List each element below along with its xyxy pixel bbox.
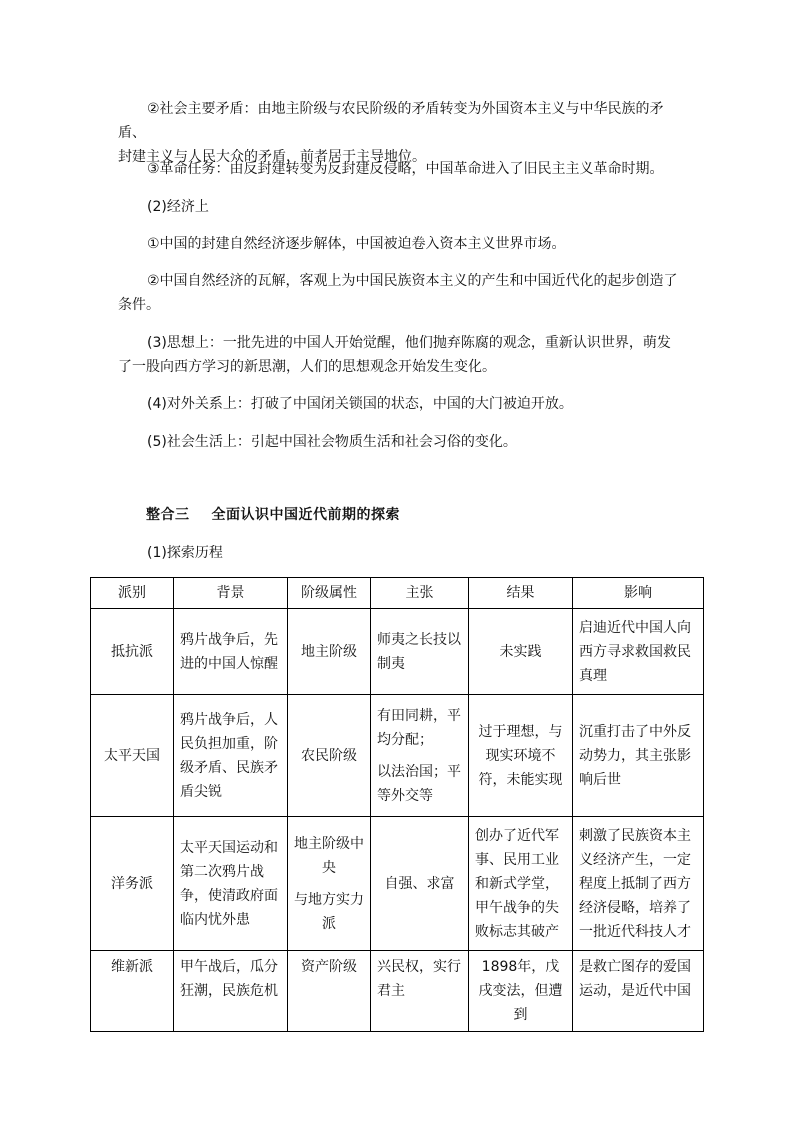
paragraph-economy-heading: (2)经济上	[147, 199, 209, 215]
cell-class: 资产阶级	[288, 951, 371, 1032]
cell-proposal: 自强、求富	[371, 817, 469, 951]
class-line: 与地方实力派	[294, 891, 364, 932]
column-header: 背景	[174, 578, 288, 609]
cell-faction: 太平天国	[91, 695, 174, 817]
column-header: 主张	[371, 578, 469, 609]
cell-impact: 刺激了民族资本主义经济产生，一定程度上抵制了西方经济侵略，培养了一批近代科技人才	[573, 817, 704, 951]
column-header: 阶级属性	[288, 578, 371, 609]
proposal-line: 有田同耕，平均分配；	[377, 707, 461, 748]
table-row	[91, 817, 704, 951]
column-header: 结果	[469, 578, 573, 609]
cell-class: 农民阶级	[288, 695, 371, 817]
cell-proposal	[371, 695, 469, 817]
paragraph-line: ②中国自然经济的瓦解，客观上为中国民族资本主义的产生和中国近代化的起步创造了	[147, 273, 678, 289]
cell-impact: 是救亡图存的爱国运动，是近代中国	[573, 951, 704, 1032]
cell-background: 太平天国运动和第二次鸦片战争，使清政府面临内忧外患	[174, 817, 288, 951]
cell-background: 鸦片战争后，人民负担加重，阶级矛盾、民族矛盾尖锐	[174, 695, 288, 817]
paragraph-economy-1: ①中国的封建自然经济逐步解体，中国被迫卷入资本主义世界市场。	[147, 236, 566, 252]
paragraph-social-life: (5)社会生活上：引起中国社会物质生活和社会习俗的变化。	[147, 434, 517, 450]
cell-faction: 洋务派	[91, 817, 174, 951]
paragraph-line: (3)思想上：一批先进的中国人开始觉醒，他们抛弃陈腐的观念，重新认识世界，萌发	[147, 335, 671, 351]
section-number: 整合三	[146, 507, 190, 523]
paragraph-foreign-relations: (4)对外关系上：打破了中国闭关锁国的状态，中国的大门被迫开放。	[147, 396, 573, 412]
column-header: 影响	[573, 578, 704, 609]
table-row	[91, 951, 704, 1032]
paragraph-line: 条件。	[118, 297, 160, 313]
paragraph-line: 了一股向西方学习的新思潮，人们的思想观念开始发生变化。	[118, 359, 496, 375]
cell-faction: 抵抗派	[91, 609, 174, 695]
paragraph-revolution-task: ③革命任务：由反封建转变为反封建反侵略，中国革命进入了旧民主主义革命时期。	[147, 161, 664, 177]
section-heading	[146, 503, 400, 527]
cell-result: 未实践	[469, 609, 573, 695]
cell-impact: 沉重打击了中外反动势力，其主张影响后世	[573, 695, 704, 817]
cell-background: 鸦片战争后，先进的中国人惊醒	[174, 609, 288, 695]
class-line: 地主阶级中央	[294, 835, 364, 876]
cell-faction: 维新派	[91, 951, 174, 1032]
paragraph-line: ②社会主要矛盾：由地主阶级与农民阶级的矛盾转变为外国资本主义与中华民族的矛盾、	[118, 101, 664, 141]
section-subtitle: (1)探索历程	[147, 545, 223, 561]
cell-impact: 启迪近代中国人向西方寻求救国救民真理	[573, 609, 704, 695]
cell-background: 甲午战后，瓜分狂潮，民族危机	[174, 951, 288, 1032]
cell-class	[288, 817, 371, 951]
section-title: 全面认识中国近代前期的探索	[211, 507, 400, 523]
cell-proposal: 兴民权，实行君主	[371, 951, 469, 1032]
paragraph-thought	[118, 331, 688, 379]
paragraph-line: 封建主义与人民大众的矛盾，前者居于主导地位。	[118, 149, 426, 165]
table-header-row	[91, 578, 704, 609]
cell-result: 过于理想，与现实环境不符，未能实现	[469, 695, 573, 817]
cell-result: 创办了近代军事、民用工业和新式学堂，甲午战争的失败标志其破产	[469, 817, 573, 951]
table-row	[91, 609, 704, 695]
table-row	[91, 695, 704, 817]
paragraph-economy-2	[118, 269, 688, 317]
column-header: 派别	[91, 578, 174, 609]
proposal-line: 以法治国；平等外交等	[377, 763, 461, 804]
exploration-table	[90, 577, 704, 1032]
cell-result: 1898年，戊戌变法，但遭到	[469, 951, 573, 1032]
cell-proposal: 师夷之长技以制夷	[371, 609, 469, 695]
cell-class: 地主阶级	[288, 609, 371, 695]
